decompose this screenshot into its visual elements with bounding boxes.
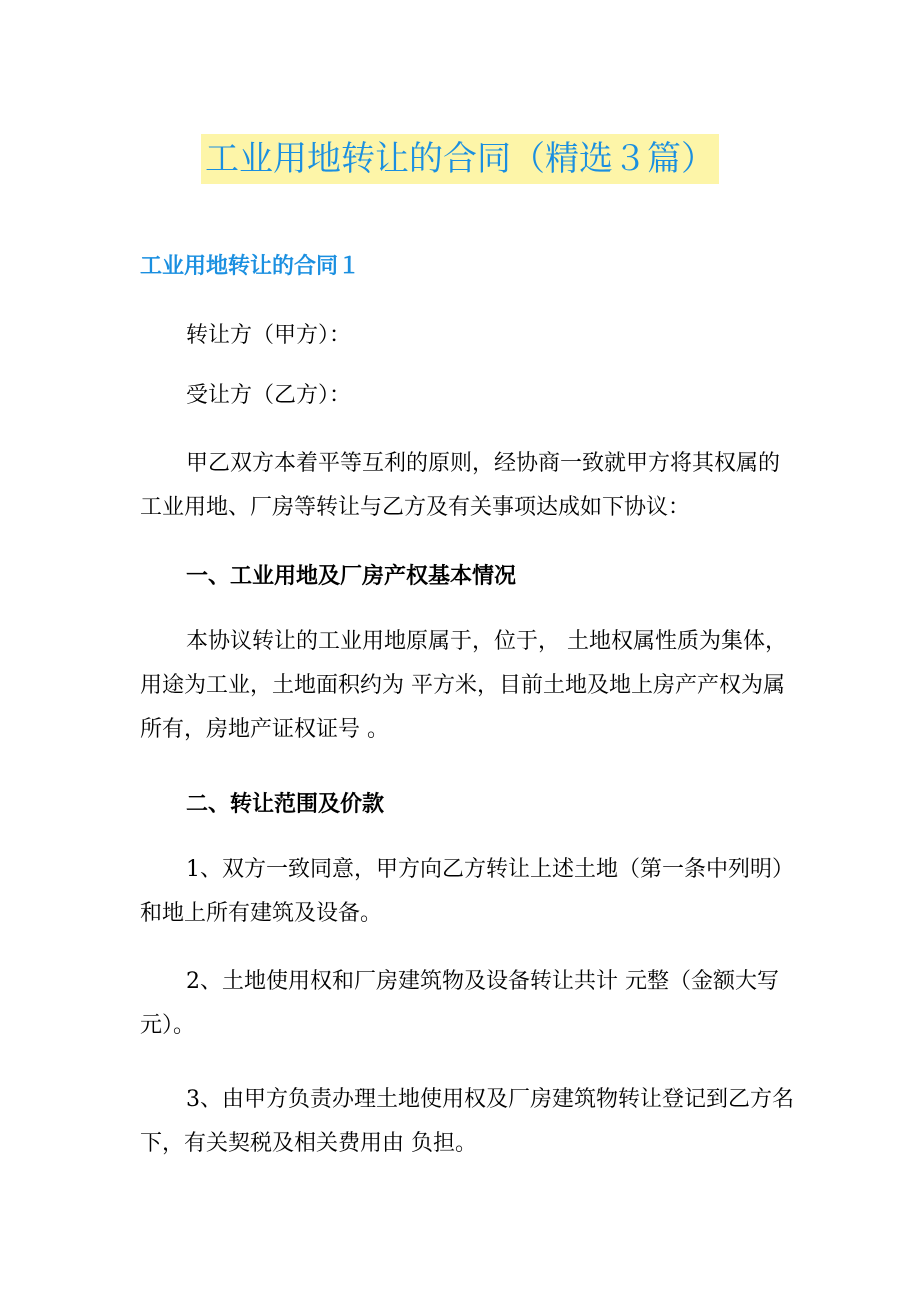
paragraph-intro: 甲乙双方本着平等互利的原则，经协商一致就甲方将其权属的工业用地、厂房等转让与乙方及有关事项达成如下协议： bbox=[140, 451, 781, 520]
heading-section-2: 二、转让范围及价款 bbox=[186, 791, 385, 817]
paragraph-transferee: 受让方（乙方）： bbox=[186, 383, 352, 408]
paragraph-item-3: 3、由甲方负责办理土地使用权及厂房建筑物转让登记到乙方名下，有关契税及相关费用由 负担。 bbox=[140, 1087, 794, 1156]
paragraph-land-info: 本协议转让的工业用地原属于，位于， 土地权属性质为集体，用途为工业，土地面积约为 平方米，目前土地及地上房产产权为属 所有，房地产证权证号 。 bbox=[140, 629, 787, 742]
paragraph-item-2: 2、土地使用权和厂房建筑物及设备转让共计 元整（金额大写 元）。 bbox=[140, 969, 779, 1038]
heading-section-1: 一、工业用地及厂房产权基本情况 bbox=[186, 563, 517, 589]
document-title: 工业用地转让的合同（精选３篇） bbox=[201, 134, 719, 184]
paragraph-transferor: 转让方（甲方）： bbox=[186, 323, 352, 348]
section-subtitle: 工业用地转让的合同１ bbox=[140, 253, 361, 279]
title-container bbox=[0, 134, 920, 184]
paragraph-item-1: 1、双方一致同意，甲方向乙方转让上述土地（第一条中列明）和地上所有建筑及设备。 bbox=[140, 857, 794, 926]
